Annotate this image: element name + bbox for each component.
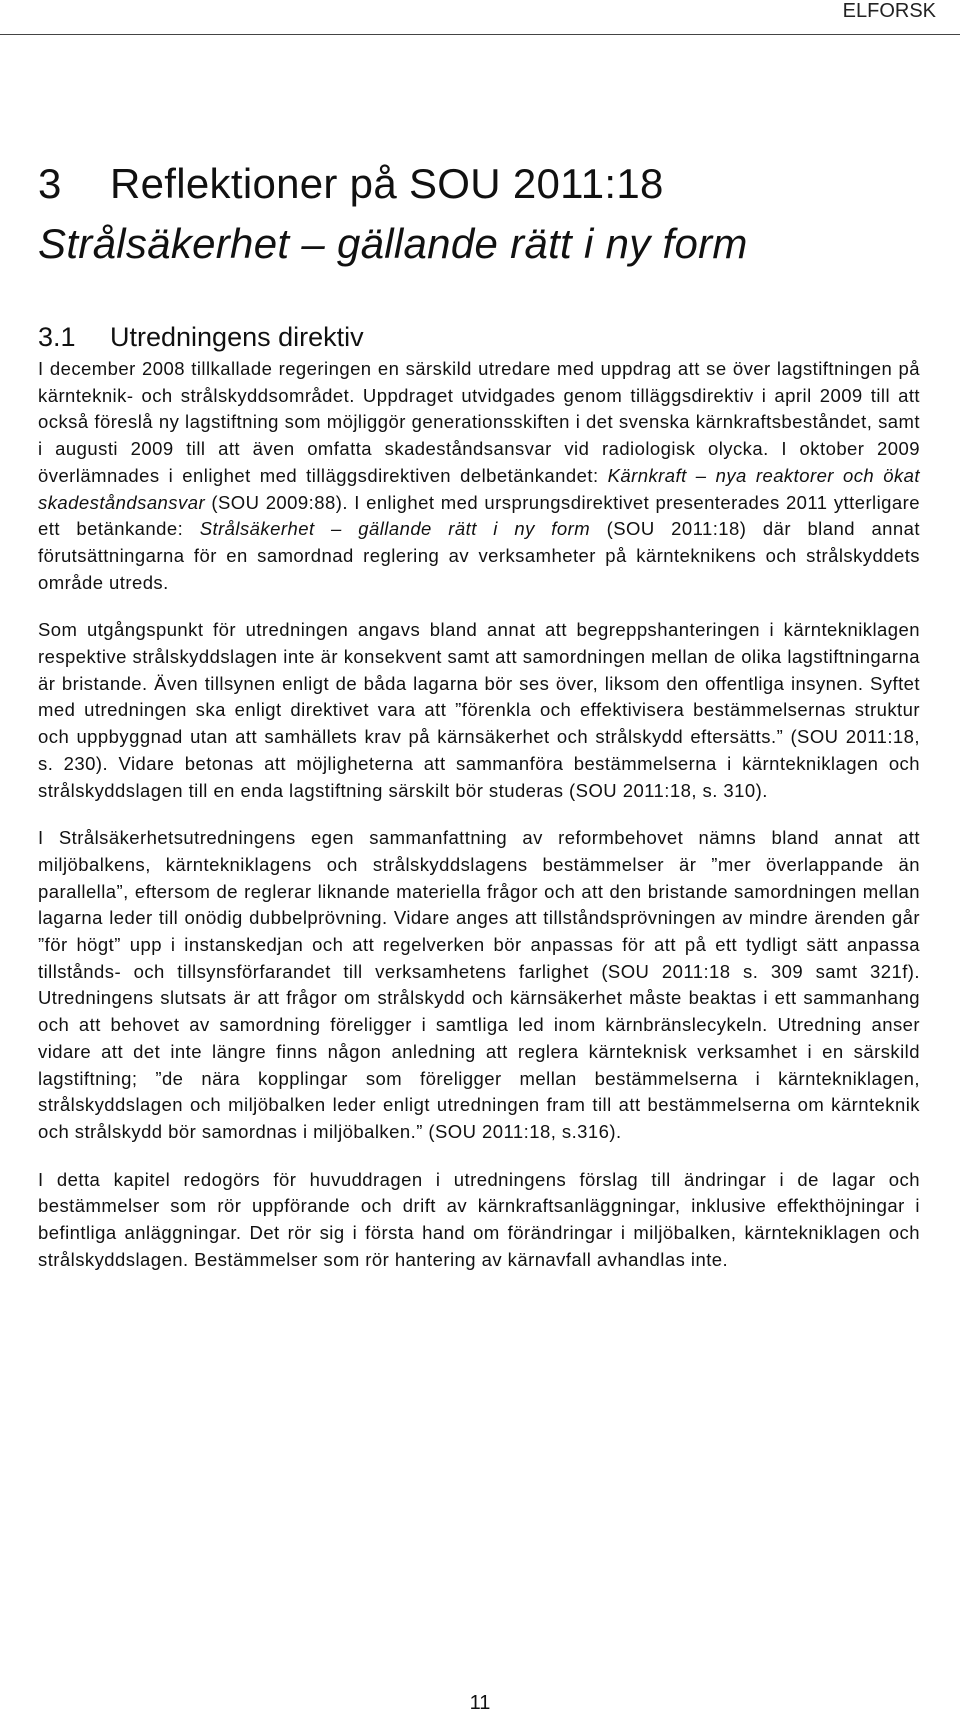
chapter-number: 3 — [38, 160, 62, 207]
paragraph-1 — [38, 356, 920, 596]
body-text — [38, 356, 920, 1295]
chapter-title-italic: Strålsäkerhet – gällande rätt i ny form — [38, 220, 748, 267]
paragraph-2: Som utgångspunkt för utredningen angavs bland annat att begreppshanteringen i kärntekniklagen respektive strålskyddslagen inte är konsekvent samt att samordningen mellan de olika lagstiftningarna är bristande. Även tillsynen enligt de båda lagarna bör ses över, liksom den offentliga insynen. Syftet med utredningen ska enligt direktivet vara att ”förenkla och effektivisera bestämmelsernas struktur och uppbyggnad utan att samhällets krav på kärnsäkerhet och strålskydd eftersätts.” (SOU 2011:18, s. 230). Vidare betonas att möjligheterna att sammanföra bestämmelserna i kärntekniklagen och strålskyddslagen till en enda lagstiftning särskilt bör studeras (SOU 2011:18, s. 310). — [38, 619, 920, 801]
page-number: 11 — [469, 1692, 491, 1714]
paragraph-1-part-a: I december 2008 tillkallade regeringen en särskild utredare med uppdrag att se över lagstiftningen på kärnteknik- och strålskyddsområdet. Uppdraget utvidgades genom tilläggsdirektiv i april 2009 till att också föreslå ny lagstiftning som möjliggör generationsskiften i det svenska kärnkraftsbeståndet, samt i augusti 2009 till att även omfatta skadeståndsansvar vid radiologisk olycka. I oktober 2009 överlämnades i enlighet med tilläggsdirektiven delbetänkandet: — [38, 358, 920, 486]
chapter-heading — [38, 154, 918, 274]
paragraph-1-part-c: (SOU 2009:88). I enlighet med ursprungsdirektivet presenterades 2011 ytterligare ett betänkande: — [38, 491, 920, 540]
header-divider — [0, 34, 960, 35]
paragraph-4: I detta kapitel redogörs för huvuddragen i utredningens förslag till ändringar i de lagar och bestämmelser som rör uppförande och drift av kärnkraftsanläggningar, inklusive effekthöjningar i befintliga anläggningar. Det rör sig i första hand om förändringar i miljöbalken, kärntekniklagen och strålskyddslagen. Bestämmelser som rör hantering av kärnavfall avhandlas inte. — [38, 1168, 920, 1270]
paragraph-3: I Strålsäkerhetsutredningens egen sammanfattning av reformbehovet nämns bland annat att miljöbalkens, kärntekniklagens och strålskyddslagens bestämmelser är ”mer överlappande än parallella”, eftersom de reglerar liknande materiella frågor och att den bristande samordningen mellan lagarna leder till onödig dubbelprövning. Vidare anges att tillståndsprövningen av mindre ärenden går ”för högt” upp i instanskedjan och att regelverken bör anpassas för att på ett tydligt sätt anpassa tillstånds- och tillsynsförfarandet till verksamhetens farlighet (SOU 2011:18 s. 309 samt 321f). Utredningens slutsats är att frågor om strålskydd och kärnsäkerhet måste beaktas i ett sammanhang och att behovet av samordning föreligger i samtliga led inom kärnbränslecykeln. Utredning anser vidare att det inte längre finns någon anledning att reglera kärnteknisk verksamhet i en särskild lagstiftning; ”de nära kopplingar som föreligger mellan bestämmelserna i kärntekniklagen, strålskyddslagen och miljöbalken leder enligt utredningen fram till att bestämmelserna om kärnteknik och strålskydd bör samordnas i miljöbalken.” (SOU 2011:18, s.316). — [38, 827, 920, 1142]
section-heading — [38, 320, 918, 354]
report-title-karnkraft: Kärnkraft – nya reaktorer och ökat skadeståndsansvar — [38, 464, 920, 513]
chapter-title-plain: Reflektioner på SOU 2011:18 — [110, 160, 664, 207]
section-title: Utredningens direktiv — [110, 322, 364, 352]
running-header: ELFORSK — [842, 0, 936, 22]
report-title-stralsakerhet: Strålsäkerhet – gällande rätt i ny form — [199, 518, 591, 540]
paragraph-1-part-e: (SOU 2011:18) där bland annat förutsättningarna för en samordnad reglering av verksamheter på kärnteknikens och strålskyddets område utreds. — [38, 518, 920, 593]
section-number: 3.1 — [38, 322, 76, 352]
